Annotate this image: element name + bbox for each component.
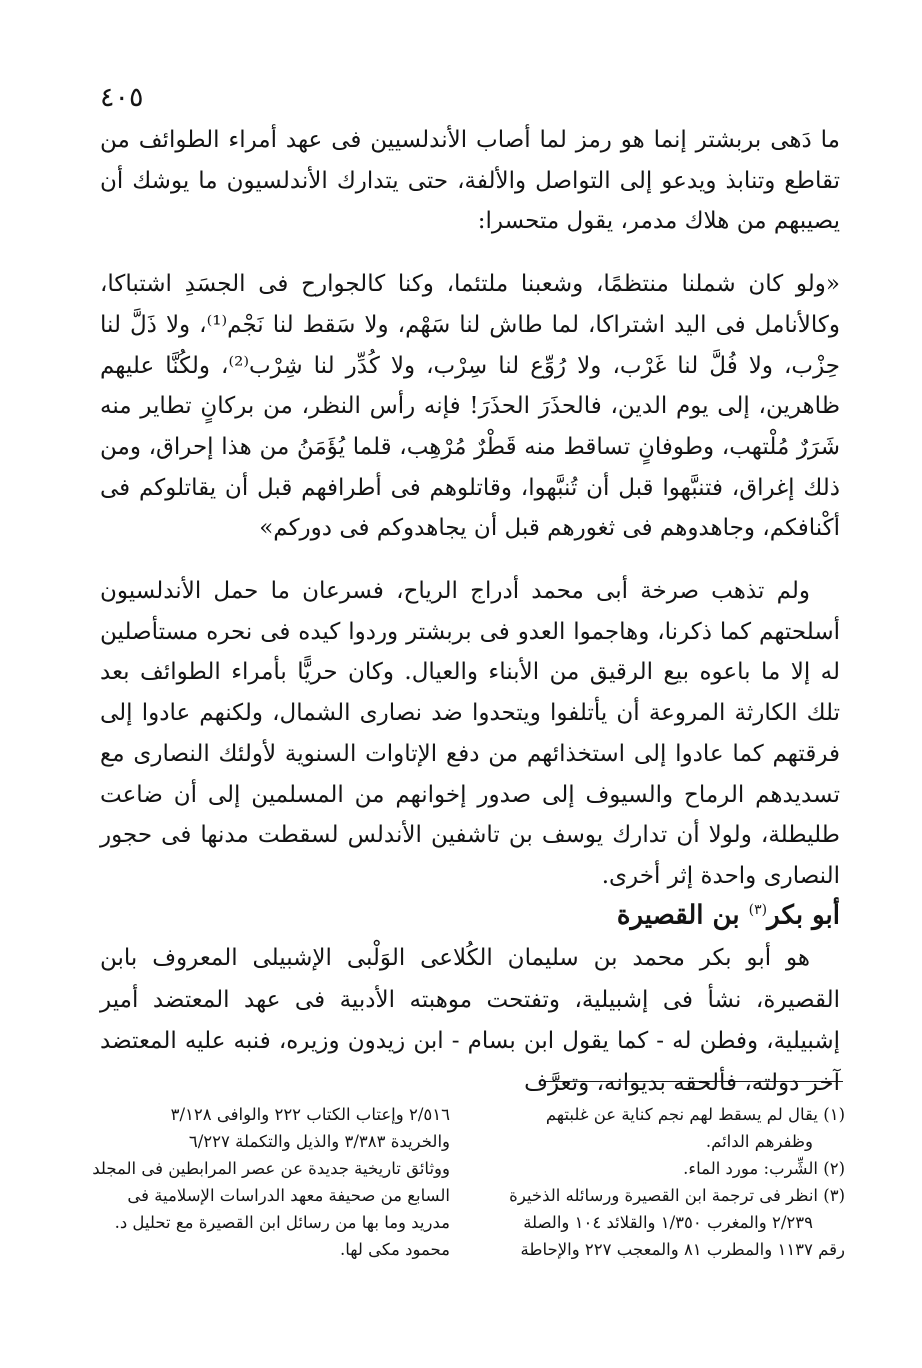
paragraph-quotation: «ولو كان شملنا منتظمًا، وشعبنا ملتئما، وكنا كالجوارح فى الجسَدِ اشتباكا، وكالأنامل فى اليد اشتراكا، لما طاش لنا سَهْم، ولا سَقط لنا نَجْم⁽¹⁾، ولا ذَلَّ لنا حِزْب، ولا فُلَّ لنا غَرْب، ولا رُوِّع لنا سِرْب، ولا كُدِّر لنا شِرْب⁽²⁾، ولكُنَّا عليهم ظاهرين، إلى يوم الدين، فالحذَرَ الحذَرَ! فإنه رأس النظر، من بركانٍ تطاير منه شَرَرٌ مُلْتهب، وطوفانٍ تساقط منه قَطْرٌ مُرْهِب، قلما يُؤَمَنُ من هذا إحراق، ومن ذلك إغراق، فتنبَّهوا قبل أن تُنبَّهوا، وقاتلوهم فى أطرافهم قبل أن يقاتلوكم فى أكْنافكم، وجاهدوهم فى ثغورهم قبل أن يجاهدوكم فى دوركم» (100, 271, 840, 542)
footnote-line: رقم ١١٣٧ والمطرب ٨١ والمعجب ٢٢٧ والإحاطة (520, 1240, 845, 1259)
footnote-line: ٢/٥١٦ وإعتاب الكتاب ٢٢٢ والوافى ٣/١٢٨ (170, 1105, 450, 1124)
biography-paragraph: هو أبو بكر محمد بن سليمان الكُلاعى الوَلْبى الإشبيلى المعروف بابن القصيرة، نشأ فى إشبيلية، وتفتحت موهبته الأدبية فى عهد المعتضد أمير إشبيلية، وفطن له - كما يقول ابن بسام - ابن زيدون وزيره، فنبه عليه المعتضد آخر دولته، فألحقه بديوانه، وتعرَّف (100, 945, 840, 1096)
footnotes-right-column (480, 1101, 845, 1263)
paragraph-intro: ما دَهى بربشتر إنما هو رمز لما أصاب الأندلسيين فى عهد أمراء الطوائف من تقاطع وتنابذ ويدعو إلى التواصل والألفة، حتى يتدارك الأندلسيون ما يوشك أن يصيبهم من هلاك مدمر، يقول متحسرا: (100, 127, 840, 235)
footnote-line: محمود مكى لها. (340, 1240, 450, 1259)
footnote-line: والخريدة ٣/٣٨٣ والذيل والتكملة ٦/٢٢٧ (188, 1132, 450, 1151)
page-number: ٤٠٥ (100, 82, 144, 113)
footnote-line: وظفرهم الدائم. (705, 1132, 813, 1151)
heading-name-rest: بن القصيرة (616, 900, 749, 931)
heading-name: أبو بكر (767, 900, 840, 931)
section-heading (617, 890, 840, 936)
footnotes-left-column (85, 1101, 450, 1263)
footnote-line: (٢) الشِّرب: مورد الماء. (683, 1159, 845, 1178)
footnote-line: ٢/٢٣٩ والمغرب ١/٣٥٠ والقلائد ١٠٤ والصلة (523, 1213, 813, 1232)
biography-text (100, 938, 840, 1104)
footnote-line: (١) يقال لم يسقط لهم نجم كناية عن غلبتهم (545, 1105, 845, 1124)
footnote-line: (٣) انظر فى ترجمة ابن القصيرة ورسائله الذخيرة (509, 1186, 845, 1205)
footnote-line: ووثائق تاريخية جديدة عن عصر المرابطين فى المجلد (92, 1159, 450, 1178)
footnote-line: السابع من صحيفة معهد الدراسات الإسلامية فى (127, 1186, 450, 1205)
footnote-divider (545, 1081, 843, 1082)
footnote-marker: (٣) (748, 902, 768, 918)
footnote-line: مدريد وما بها من رسائل ابن القصيرة مع تحليل د. (114, 1213, 450, 1232)
paragraph-aftermath: ولم تذهب صرخة أبى محمد أدراج الرياح، فسرعان ما حمل الأندلسيون أسلحتهم كما ذكرنا، وهاجموا العدو فى بربشتر وردوا كيده فى نحره مستأصلين له إلا ما باعوه بيع الرقيق من الأبناء والعيال. وكان حريًّا بأمراء الطوائف بعد تلك الكارثة المروعة أن يأتلفوا ويتحدوا ضد نصارى الشمال، ولكنهم عادوا إلى فرقتهم كما عادوا إلى استخذائهم من دفع الإتاوات السنوية لأولئك النصارى مع تسديدهم الرماح والسيوف إلى صدور إخوانهم من المسلمين إلى أن ضاعت طليطلة، ولولا أن تدارك يوسف بن تاشفين الأندلس لسقطت مدنها فى حجور النصارى واحدة إثر أخرى. (100, 578, 840, 889)
main-text (100, 120, 840, 897)
